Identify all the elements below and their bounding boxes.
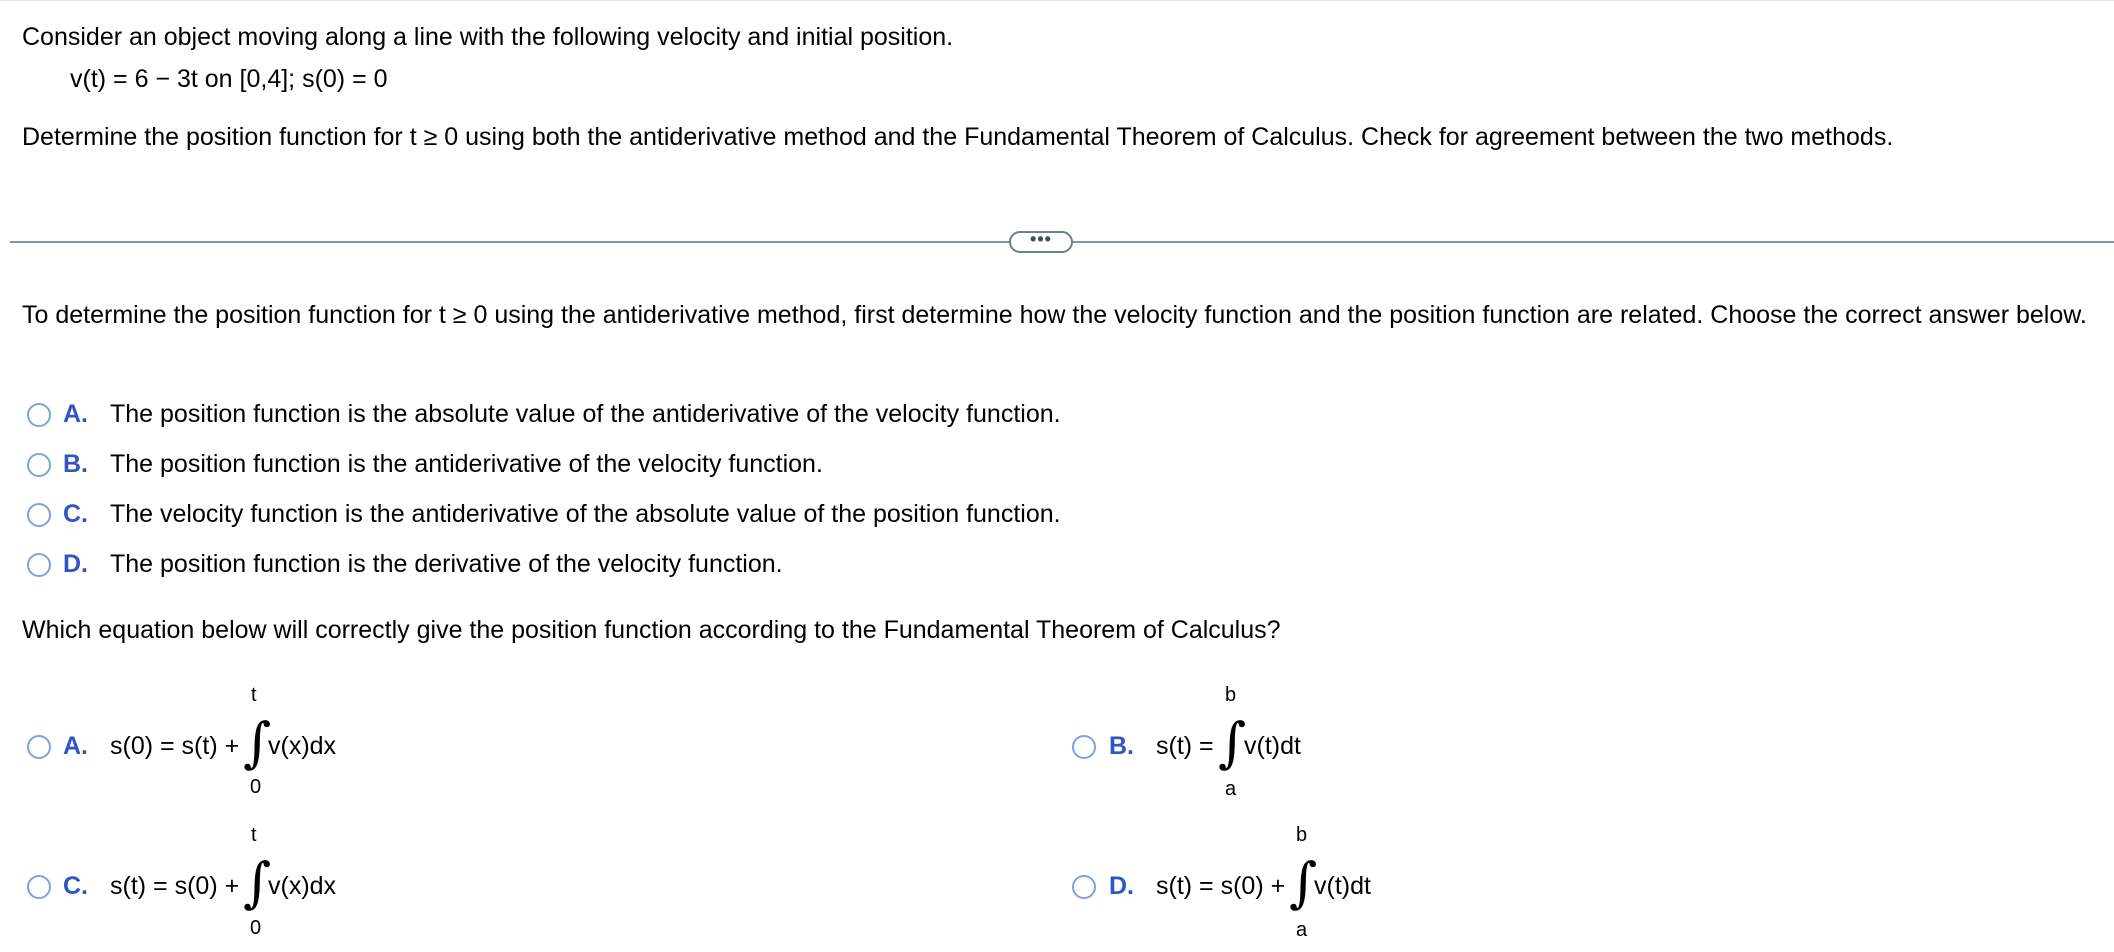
top-border [0, 0, 2114, 1]
radio-button[interactable] [27, 875, 51, 899]
option-letter: B. [1109, 732, 1134, 760]
option-letter: D. [1109, 872, 1134, 900]
option-text: The velocity function is the antiderivative of the absolute value of the position function. [110, 500, 1061, 528]
lower-limit: a [1296, 919, 1308, 941]
upper-limit: b [1225, 684, 1237, 706]
option-letter: A. [63, 400, 88, 428]
problem-task: Determine the position function for t ≥ 0 using both the antiderivative method and the Fundamental Theorem of Calculus. Check for agreement between the two methods. [22, 123, 1894, 151]
radio-button[interactable] [27, 553, 51, 577]
radio-button[interactable] [27, 403, 51, 427]
radio-button[interactable] [27, 453, 51, 477]
question1-prompt: To determine the position function for t ≥ 0 using the antiderivative method, first determine how the velocity function and the position function are related. Choose the correct answer below. [22, 301, 2087, 329]
integrand: v(x)dx [268, 872, 337, 900]
integral-sign: ∫ [243, 711, 272, 774]
lower-limit: 0 [250, 917, 262, 939]
lower-limit: a [1225, 778, 1237, 800]
integral-sign: ∫ [243, 851, 272, 914]
option-text: The position function is the derivative of the velocity function. [110, 550, 783, 578]
upper-limit: b [1296, 824, 1308, 846]
upper-limit: t [251, 684, 257, 706]
option-letter: B. [63, 450, 88, 478]
integral-sign: ∫ [1289, 851, 1318, 914]
problem-intro: Consider an object moving along a line with the following velocity and initial position. [22, 23, 954, 51]
equation-lhs: s(t) = s(0) + [1156, 872, 1286, 900]
option-letter: C. [63, 500, 88, 528]
integrand: v(x)dx [268, 732, 337, 760]
lower-limit: 0 [250, 776, 262, 798]
integral-sign: ∫ [1218, 711, 1247, 774]
radio-button[interactable] [27, 503, 51, 527]
question2-prompt: Which equation below will correctly give the position function according to the Fundamental Theorem of Calculus? [22, 616, 1281, 644]
option-letter: C. [63, 872, 88, 900]
option-letter: D. [63, 550, 88, 578]
integrand: v(t)dt [1314, 872, 1371, 900]
upper-limit: t [251, 824, 257, 846]
option-letter: A. [63, 732, 88, 760]
option-text: The position function is the antiderivative of the velocity function. [110, 450, 823, 478]
problem-given: v(t) = 6 − 3t on [0,4]; s(0) = 0 [70, 65, 388, 93]
radio-button[interactable] [1072, 735, 1096, 759]
radio-button[interactable] [27, 735, 51, 759]
equation-lhs: s(t) = [1156, 732, 1214, 760]
show-more-button[interactable]: ••• [1009, 231, 1073, 253]
integrand: v(t)dt [1244, 732, 1301, 760]
radio-button[interactable] [1072, 875, 1096, 899]
option-text: The position function is the absolute value of the antiderivative of the velocity function. [110, 400, 1061, 428]
equation-lhs: s(t) = s(0) + [110, 872, 240, 900]
equation-lhs: s(0) = s(t) + [110, 732, 240, 760]
